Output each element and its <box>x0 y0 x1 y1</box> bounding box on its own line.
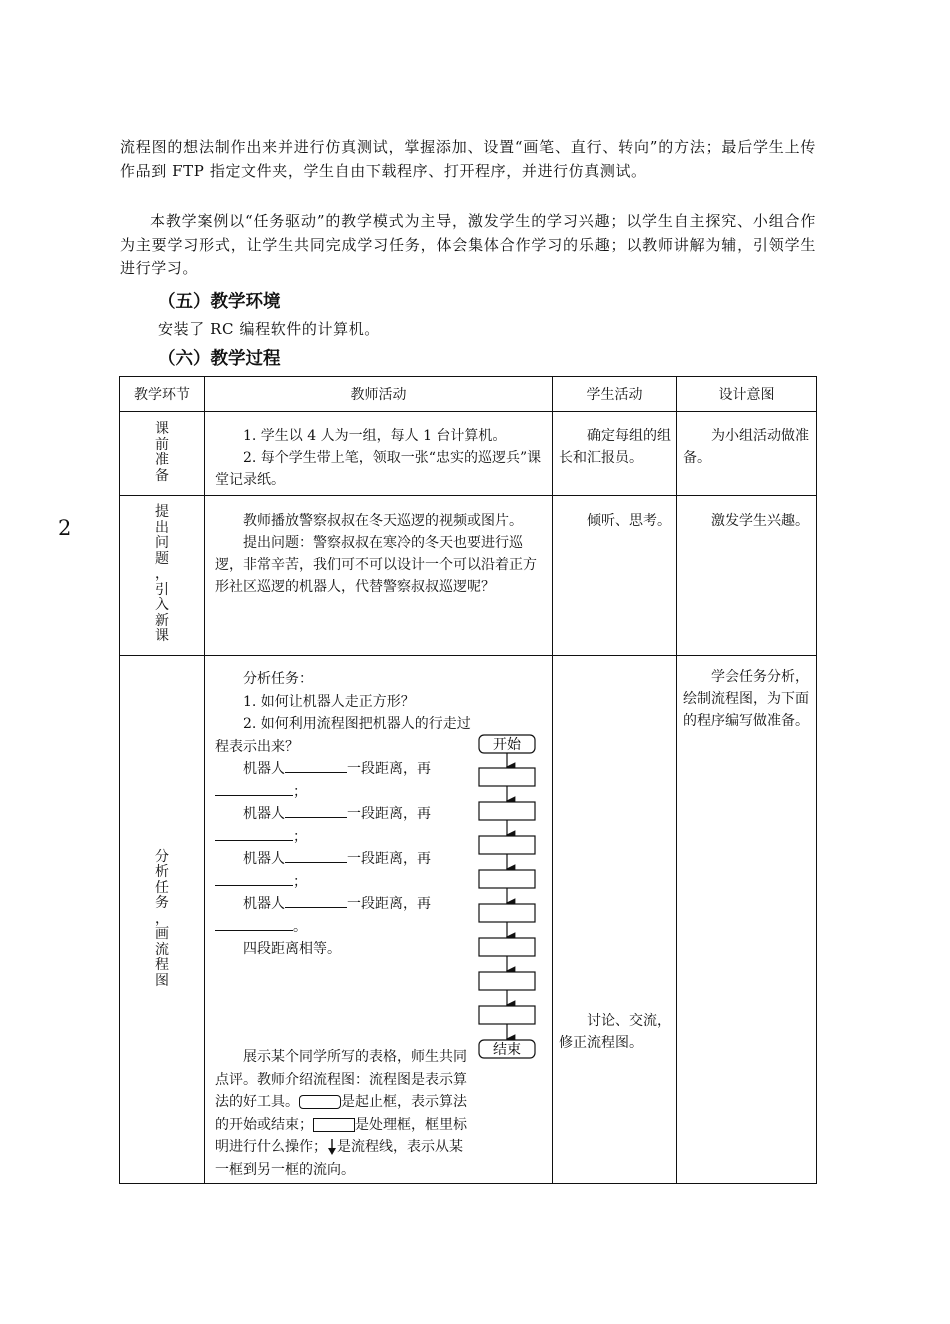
flow-start-label: 开始 <box>493 737 521 753</box>
flowchart-diagram <box>477 734 541 1060</box>
terminal-symbol-icon <box>299 1095 341 1109</box>
table-row <box>120 496 817 656</box>
robot-line-1: 机器人 一段距离，再 <box>215 758 477 781</box>
section-heading-process: （六）教学过程 <box>158 349 281 369</box>
header-teacher: 教师活动 <box>205 377 553 412</box>
intro-paragraph-2: 本教学案例以“任务驱动”的教学模式为主导，激发学生的学习兴趣；以学生自主探究、小组合作为主要学习形式，让学生共同完成学习任务，体会集体合作学习的乐趣；以教师讲解为辅，引领学生进行学习。 <box>120 212 816 277</box>
flow-process-box <box>479 768 535 786</box>
flow-process-box <box>479 938 535 956</box>
robot-line-4: 机器人 一段距离，再 <box>215 893 477 916</box>
student-activity-prep: 确定每组的组长和汇报员。 <box>553 412 677 496</box>
fill-blank[interactable] <box>215 916 293 931</box>
student-activity-question: 倾听、思考。 <box>553 496 677 656</box>
fill-blank[interactable] <box>285 803 347 818</box>
fill-blank[interactable] <box>215 871 293 886</box>
fill-blank[interactable] <box>285 893 347 908</box>
flowchart-explanation: 展示某个同学所写的表格，师生共同点评。教师介绍流程图：流程图是表示算法的好工具。 是起止框，表示算法的开始或结束； 是处理框，框里标明进行什么操作； 是流程线，表示从某一框到另一框的流向。 <box>215 1049 467 1178</box>
flow-process-box <box>479 870 535 888</box>
teaching-process-table <box>119 376 817 1184</box>
flow-process-box <box>479 836 535 854</box>
teacher-activity-question: 教师播放警察叔叔在冬天巡逻的视频或图片。 提出问题：警察叔叔在寒冷的冬天也要进行巡逻，非常辛苦，我们可不可以设计一个可以沿着正方形社区巡逻的机器人，代替警察叔叔巡逻呢？ <box>205 496 553 656</box>
intent-prep: 为小组活动做准备。 <box>677 412 817 496</box>
robot-line-2: 机器人 一段距离，再 <box>215 803 477 826</box>
intent-question: 激发学生兴趣。 <box>677 496 817 656</box>
intro-paragraph-1: 流程图的想法制作出来并进行仿真测试，掌握添加、设置“画笔、直行、转向”的方法；最后学生上传作品到 FTP 指定文件夹，学生自由下载程序、打开程序，并进行仿真测试。 <box>120 138 816 180</box>
table-header-row <box>120 377 817 412</box>
section-heading-environment: （五）教学环境 <box>158 292 281 312</box>
process-symbol-icon <box>313 1118 355 1132</box>
fill-blank[interactable] <box>285 758 347 773</box>
flow-process-box <box>479 904 535 922</box>
header-stage: 教学环节 <box>120 377 205 412</box>
page-number: 2 <box>58 516 72 540</box>
flow-process-box <box>479 802 535 820</box>
stage-analysis: 分 析 任 务 ， 画 流 程 图 <box>120 656 205 1184</box>
header-intent: 设计意图 <box>677 377 817 412</box>
environment-text: 安装了 RC 编程软件的计算机。 <box>158 320 380 338</box>
intent-analysis: 学会任务分析，绘制流程图，为下面的程序编写做准备。 <box>677 656 817 1184</box>
fill-blank[interactable] <box>285 848 347 863</box>
flow-process-box <box>479 972 535 990</box>
fill-blank[interactable] <box>215 781 293 796</box>
fill-blank[interactable] <box>215 826 293 841</box>
teacher-activity-prep: 1. 学生以 4 人为一组，每人 1 台计算机。 2. 每个学生带上笔，领取一张“忠实的巡逻兵”课堂记录纸。 <box>205 412 553 496</box>
flow-process-box <box>479 1006 535 1024</box>
flow-end-label: 结束 <box>493 1042 521 1058</box>
header-student: 学生活动 <box>553 377 677 412</box>
flow-line-icon <box>327 1139 337 1155</box>
table-row <box>120 656 817 1184</box>
robot-line-3: 机器人 一段距离，再 <box>215 848 477 871</box>
stage-question: 提 出 问 题 ， 引 入 新 课 <box>120 496 205 656</box>
teacher-activity-analysis: 分析任务： 1. 如何让机器人走正方形？ 2. 如何利用流程图把机器人的行走过程表示出来？ 机器人 一段距离，再 ； 机器人 一段距离，再 ； 机器人 一段距离，再 ； 机器人 一段距离，再 。 四段距离相等。 开始 结束 展示某个同学所写的表格，师生共同点评。教师介绍流程图：流程图是表示算法的好工具。 是起止框，表示算法的开始或结束； 是处理框，框里标明进行什么操作； 是流程线，表示从某一框到另一框的流向。 <box>205 656 553 1184</box>
student-activity-analysis: 讨论、交流，修正流程图。 <box>553 656 677 1184</box>
table-row <box>120 412 817 496</box>
stage-prep: 课 前 准 备 <box>120 412 205 496</box>
